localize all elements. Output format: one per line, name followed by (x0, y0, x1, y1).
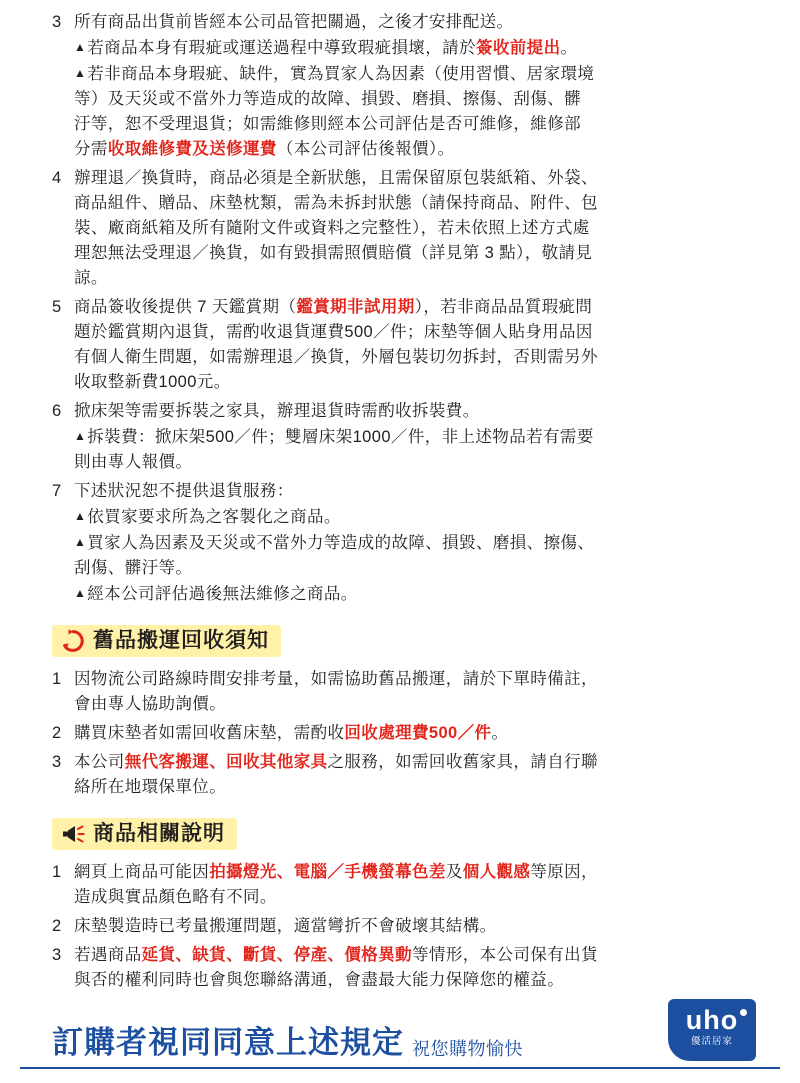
list-item-body (74, 295, 756, 395)
list-item-body (74, 860, 756, 910)
logo-wordmark: uho (685, 1005, 739, 1035)
text-run: 網頁上商品可能因 (74, 863, 210, 881)
list-item (52, 914, 756, 939)
triangle-bullet-icon: ▲ (74, 586, 87, 600)
emphasis-text: 無代客搬運、回收其他家具 (124, 753, 328, 771)
list-item-body (74, 166, 756, 291)
list-item-line (74, 667, 756, 692)
list-item-line (74, 914, 756, 939)
list-item-number: 5 (52, 298, 62, 316)
list-item-number: 7 (52, 482, 62, 500)
triangle-bullet-icon: ▲ (74, 509, 87, 523)
text-run: 本公司 (74, 753, 125, 771)
list-item (52, 399, 756, 475)
text-run: 若商品本身有瑕疵或運送過程中導致瑕疵損壞，請於 (87, 39, 476, 57)
list-item-number: 2 (52, 724, 62, 742)
text-run: 刮傷、髒汙等。 (74, 559, 193, 577)
list-item-body (74, 943, 756, 993)
recycle-icon (60, 628, 86, 654)
list-item-number: 6 (52, 402, 62, 420)
list-item-line (74, 775, 756, 800)
text-run: 商品簽收後提供 7 天鑑賞期（ (74, 298, 297, 316)
list-item-body (74, 10, 756, 162)
list-item-line (74, 399, 756, 424)
recycle-section-heading (52, 625, 281, 657)
list-item-line (74, 320, 756, 345)
list-item-line (74, 450, 756, 475)
text-run: 買家人為因素及天災或不當外力等造成的故障、損毀、磨損、擦傷、 (87, 534, 595, 552)
list-item-line (74, 692, 756, 717)
emphasis-text: 收取維修費及送修運費 (107, 140, 277, 158)
list-item (52, 10, 756, 162)
list-item-line (74, 112, 756, 137)
text-run: 床墊製造時已考量搬運問題，適當彎折不會破壞其結構。 (74, 917, 497, 935)
list-item-line (74, 860, 756, 885)
text-run: 商品組件、贈品、床墊枕類，需為未拆封狀態（請保持商品、附件、包 (74, 194, 598, 212)
text-run: 等情形，本公司保有出貨 (412, 946, 598, 964)
list-item-line (74, 10, 756, 35)
text-run: 等）及天災或不當外力等造成的故障、損毀、磨損、擦傷、刮傷、髒 (74, 90, 581, 108)
emphasis-text: 簽收前提出 (475, 39, 561, 57)
emphasis-text: 延貨、缺貨、斷貨、停產、價格異動 (141, 946, 413, 964)
text-run: 則由專人報價。 (74, 453, 193, 471)
list-item-line (74, 345, 756, 370)
product-list (52, 860, 756, 993)
list-item (52, 721, 756, 746)
list-item (52, 166, 756, 291)
text-run: 題於鑑賞期內退貨，需酌收退貨運費500／件；床墊等個人貼身用品因 (74, 323, 593, 341)
text-run: 有個人衛生問題，如需辦理退／換貨，外層包裝切勿拆封，否則需另外 (74, 348, 598, 366)
text-run: 與否的權利同時也會與您聯絡溝通，會盡最大能力保障您的權益。 (74, 971, 565, 989)
footer-divider (20, 1067, 780, 1069)
list-item (52, 860, 756, 910)
text-run: 若遇商品 (74, 946, 142, 964)
list-item (52, 943, 756, 993)
list-item-number: 3 (52, 946, 62, 964)
text-run: 經本公司評估過後無法維修之商品。 (87, 585, 358, 603)
list-item-body (74, 479, 756, 607)
text-run: 若非商品本身瑕疵、缺件，實為買家人為因素（使用習慣、居家環境 (87, 65, 595, 83)
list-item-line (74, 295, 756, 320)
footer-main-text: 訂購者視同同意上述規定 (52, 1025, 404, 1060)
list-item-body (74, 721, 756, 746)
list-item-line (74, 35, 756, 61)
list-item-number: 1 (52, 670, 62, 688)
return-policy-list (52, 10, 756, 607)
list-item-line (74, 943, 756, 968)
list-item (52, 750, 756, 800)
list-item-line (74, 166, 756, 191)
list-item-line (74, 87, 756, 112)
emphasis-text: 個人觀感 (462, 863, 531, 881)
text-run: 之服務，如需回收舊家具，請自行聯 (327, 753, 598, 771)
text-run: （本公司評估後報價）。 (276, 140, 455, 158)
text-run: 會由專人協助詢價。 (74, 695, 227, 713)
emphasis-text: 拍攝燈光、電腦／手機螢幕色差 (209, 863, 446, 881)
list-item-line (74, 370, 756, 395)
text-run: 掀床架等需要拆裝之家具，辦理退貨時需酌收拆裝費。 (74, 402, 480, 420)
list-item-line (74, 479, 756, 504)
text-run: 因物流公司路線時間安排考量，如需協助舊品搬運，請於下單時備註， (74, 670, 598, 688)
text-run: 收取整新費1000元。 (74, 373, 231, 391)
triangle-bullet-icon: ▲ (74, 40, 87, 54)
emphasis-text: 回收處理費500／件 (344, 724, 492, 742)
recycle-list (52, 667, 756, 800)
text-run: 等原因， (530, 863, 598, 881)
text-run: 造成與實品顏色略有不同。 (74, 888, 277, 906)
logo-dot-icon (740, 1009, 747, 1016)
list-item-line (74, 266, 756, 291)
list-item-line (74, 191, 756, 216)
list-item-body (74, 914, 756, 939)
list-item-body (74, 667, 756, 717)
text-run: 所有商品出貨前皆經本公司品管把關過，之後才安排配送。 (74, 13, 514, 31)
text-run: 購買床墊者如需回收舊床墊，需酌收 (74, 724, 345, 742)
product-section-heading (52, 818, 237, 850)
uho-logo (668, 999, 756, 1061)
list-item-body (74, 399, 756, 475)
footer-statement (52, 1025, 523, 1061)
recycle-section-title: 舊品搬運回收須知 (93, 629, 269, 652)
list-item-number: 3 (52, 753, 62, 771)
text-run: 依買家要求所為之客製化之商品。 (87, 508, 341, 526)
list-item-number: 4 (52, 169, 62, 187)
list-item-body (74, 750, 756, 800)
emphasis-text: 鑑賞期非試用期 (296, 298, 415, 316)
list-item-line (74, 424, 756, 450)
triangle-bullet-icon: ▲ (74, 429, 87, 443)
list-item (52, 295, 756, 395)
triangle-bullet-icon: ▲ (74, 535, 87, 549)
list-item-line (74, 581, 756, 607)
list-item-line (74, 556, 756, 581)
list-item (52, 667, 756, 717)
page-footer (52, 999, 756, 1061)
text-run: 絡所在地環保單位。 (74, 778, 227, 796)
text-run: 汙等，恕不受理退貨；如需維修則經本公司評估是否可維修，維修部 (74, 115, 581, 133)
list-item-number: 2 (52, 917, 62, 935)
list-item-line (74, 61, 756, 87)
text-run: 分需 (74, 140, 108, 158)
list-item-line (74, 504, 756, 530)
product-section-title: 商品相關說明 (93, 822, 225, 845)
list-item-number: 1 (52, 863, 62, 881)
list-item-line (74, 968, 756, 993)
list-item (52, 479, 756, 607)
text-run: 及 (445, 863, 463, 881)
list-item-number: 3 (52, 13, 62, 31)
text-run: 裝、廠商紙箱及所有隨附文件或資料之完整性），若未依照上述方式處 (74, 219, 590, 237)
megaphone-icon (60, 821, 86, 847)
text-run: 理恕無法受理退／換貨，如有毀損需照價賠償（詳見第 3 點），敬請見 (74, 244, 593, 262)
list-item-line (74, 750, 756, 775)
list-item-line (74, 241, 756, 266)
triangle-bullet-icon: ▲ (74, 66, 87, 80)
text-run: 。 (491, 724, 509, 742)
text-run: 。 (560, 39, 578, 57)
text-run: ），若非商品品質瑕疵問 (414, 298, 593, 316)
logo-tagline: 優活居家 (690, 1036, 733, 1047)
list-item-line (74, 885, 756, 910)
footer-sub-text: 祝您購物愉快 (412, 1039, 523, 1059)
text-run: 諒。 (74, 269, 108, 287)
list-item-line (74, 721, 756, 746)
list-item-line (74, 137, 756, 162)
text-run: 下述狀況恕不提供退貨服務： (74, 482, 294, 500)
text-run: 辦理退／換貨時，商品必須是全新狀態，且需保留原包裝紙箱、外袋、 (74, 169, 598, 187)
list-item-line (74, 216, 756, 241)
text-run: 拆裝費：掀床架500／件；雙層床架1000／件，非上述物品若有需要 (87, 428, 594, 446)
list-item-line (74, 530, 756, 556)
